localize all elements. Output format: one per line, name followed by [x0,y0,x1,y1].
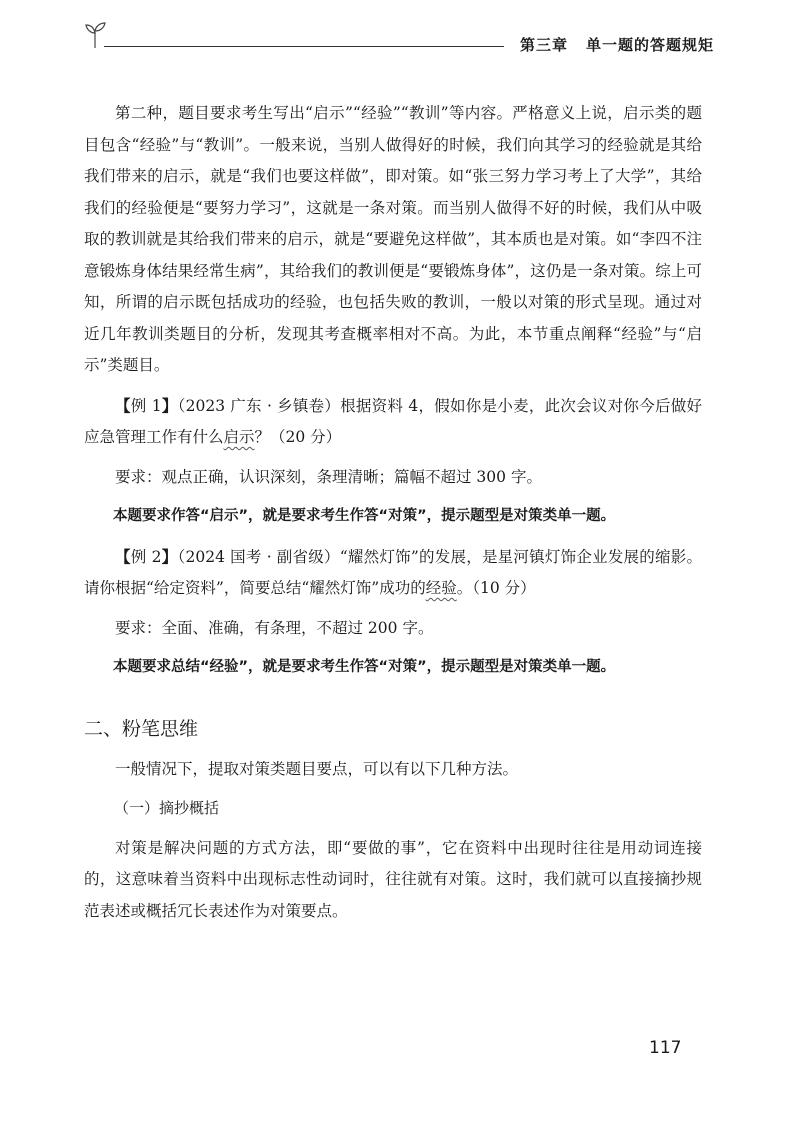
example-text-end: ？（20 分） [254,428,342,446]
section-heading: 二、粉笔思维 [84,717,199,740]
chapter-name: 单一题的答题规矩 [586,36,715,54]
section-paragraph: 对策是解决问题的方式方法，即“要做的事”，它在资料中出现时往往是用动词连接的，这意味着当资料中出现标志性动词时，往往就有对策。这时，我们就可以直接摘抄规范表述或概括冗长表述作为对策要点。 [84,838,702,920]
header-rule [104,46,504,47]
example-2-requirement: 要求：全面、准确，有条理，不超过 200 字。 [115,618,434,637]
example-bracket-open: 【 [115,546,131,566]
example-2-note: 本题要求总结“经验”，就是要求考生作答“对策”，提示题型是对策类单一题。 [113,659,616,675]
example-2-question [84,541,702,605]
example-bracket-close: 】 [161,546,178,566]
example-label: 例 2 [130,547,162,566]
example-1-question [84,390,702,454]
example-1-note: 本题要求作答“启示”，就是要求考生作答“对策”，提示题型是对策类单一题。 [113,508,616,524]
body-paragraph: 第二种，题目要求考生写出“启示”“经验”“教训”等内容。严格意义上说，启示类的题目包含“经验”与“教训”。一般来说，当别人做得好的时候，我们向其学习的经验就是其给我们带来的启示，就是“我们也要这样做”，即对策。如“张三努力学习考上了大学”，其给我们的经验便是“要努力学习”，这就是一条对策。而当别人做得不好的时候，我们从中吸取的教训就是其给我们带来的启示，就是“要避免这样做”，其本质也是对策。如“李四不注意锻炼身体结果经常生病”，其给我们的教训便是“要锻炼身体”，这仍是一条对策。综上可知，所谓的启示既包括成功的经验，也包括失败的教训，一般以对策的形式呈现。通过对近几年教训类题目的分析，发现其考查概率相对不高。为此，本节重点阐释“经验”与“启示”类题目。 [84,104,702,374]
section-intro: 一般情况下，提取对策类题目要点，可以有以下几种方法。 [115,759,519,778]
example-text: （2024 国考 · 副省级）“耀然灯饰”的发展，是星河镇灯饰企业发展的缩影。请你根据“给定资料”，简要总结“耀然灯饰”成功的 [84,547,702,597]
subsection-heading: （一）摘抄概括 [114,799,220,817]
example-bracket-close: 】 [161,395,178,415]
example-1-requirement: 要求：观点正确，认识深刻，条理清晰；篇幅不超过 300 字。 [115,467,542,486]
page-number: 117 [649,1038,682,1058]
example-bracket-open: 【 [115,395,131,415]
example-text: （2023 广东 · 乡镇卷）根据资料 4，假如你是小麦，此次会议对你今后做好应急管理工作有什么 [84,396,702,446]
example-keyword: 经验 [425,579,457,597]
chapter-label: 第三章 [520,36,569,54]
page-body [84,98,702,927]
running-header [82,20,722,56]
chapter-title [520,34,714,55]
example-keyword: 启示 [223,428,255,446]
example-label: 例 1 [130,396,162,415]
example-text-end: 。（10 分） [456,579,536,597]
